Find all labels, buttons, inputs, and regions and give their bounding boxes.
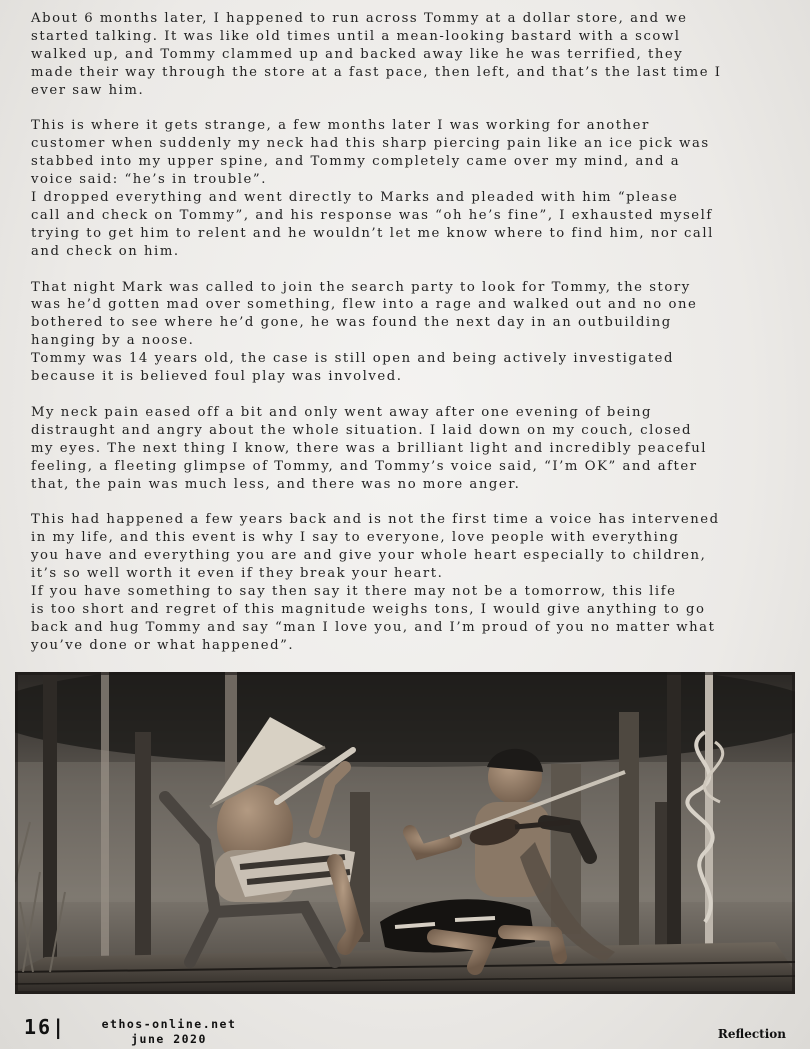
text-line: that, the pain was much less, and there was no more anger. [31, 476, 521, 492]
text-line: customer when suddenly my neck had this sharp piercing pain like an ice pick was [31, 136, 710, 152]
text-line: walked up, and Tommy clammed up and backed away like he was terrified, they [31, 46, 684, 62]
text-line: made their way through the store at a fast pace, then left, and that’s the last time I [31, 64, 722, 80]
text-line: voice said: “he’s in trouble”. [31, 172, 267, 188]
text-line: trying to get him to relent and he wouldn’t let me know where to find him, nor call [31, 225, 714, 241]
paragraph-2 [31, 117, 783, 260]
text-line: distraught and angry about the whole situation. I laid down on my couch, closed [31, 422, 693, 438]
text-line: My neck pain eased off a bit and only went away after one evening of being [31, 404, 652, 420]
text-line: This had happened a few years back and is not the first time a voice has intervened [31, 512, 720, 528]
text-line: That night Mark was called to join the search party to look for Tommy, the story [31, 279, 691, 295]
page-number: 16| [24, 1015, 67, 1039]
boys-with-violin-illustration [15, 672, 795, 994]
text-line: I dropped everything and went directly to Marks and pleaded with him “please [31, 190, 679, 206]
issue-date: june 2020 [131, 1032, 207, 1046]
paragraph-4 [31, 404, 783, 494]
text-line: you have and everything you are and give your whole heart especially to children, [31, 548, 707, 564]
text-line: call and check on Tommy”, and his response was “oh he’s fine”, I exhausted myself [31, 207, 713, 223]
article-photo [15, 672, 795, 994]
text-line: started talking. It was like old times until a mean-looking bastard with a scowl [31, 28, 681, 44]
text-line: ever saw him. [31, 82, 145, 98]
text-line: was he’d gotten mad over something, flew into a rage and walked out and no one [31, 297, 698, 313]
text-line: stabbed into my upper spine, and Tommy completely came over my mind, and a [31, 154, 681, 170]
article-body [31, 10, 783, 672]
text-line: back and hug Tommy and say “man I love you, and I’m proud of you no matter what [31, 619, 716, 635]
text-line: my eyes. The next thing I know, there was a brilliant light and incredibly peaceful [31, 440, 708, 456]
publication-info [94, 1017, 244, 1047]
text-line: you’ve done or what happened”. [31, 637, 295, 653]
text-line: it’s so well worth it even if they break your heart. [31, 566, 444, 582]
text-line: Tommy was 14 years old, the case is still open and being actively investigated [31, 351, 675, 367]
section-label: Reflection [717, 1027, 786, 1041]
text-line: This is where it gets strange, a few months later I was working for another [31, 118, 650, 134]
text-line: hanging by a noose. [31, 333, 195, 349]
text-line: and check on him. [31, 243, 180, 259]
paragraph-3 [31, 279, 783, 386]
text-line: About 6 months later, I happened to run across Tommy at a dollar store, and we [31, 11, 688, 26]
text-line: bothered to see where he’d gone, he was found the next day in an outbuilding [31, 315, 672, 331]
paragraph-1 [31, 10, 783, 100]
text-line: in my life, and this event is why I say to everyone, love people with everything [31, 530, 680, 546]
text-line: If you have something to say then say it there may not be a tomorrow, this life [31, 583, 677, 599]
site-url: ethos-online.net [101, 1017, 237, 1031]
paragraph-5 [31, 511, 783, 654]
text-line: because it is believed foul play was involved. [31, 369, 403, 385]
text-line: feeling, a fleeting glimpse of Tommy, and Tommy’s voice said, “I’m OK” and after [31, 458, 698, 474]
text-line: is too short and regret of this magnitude weighs tons, I would give anything to go [31, 601, 706, 617]
